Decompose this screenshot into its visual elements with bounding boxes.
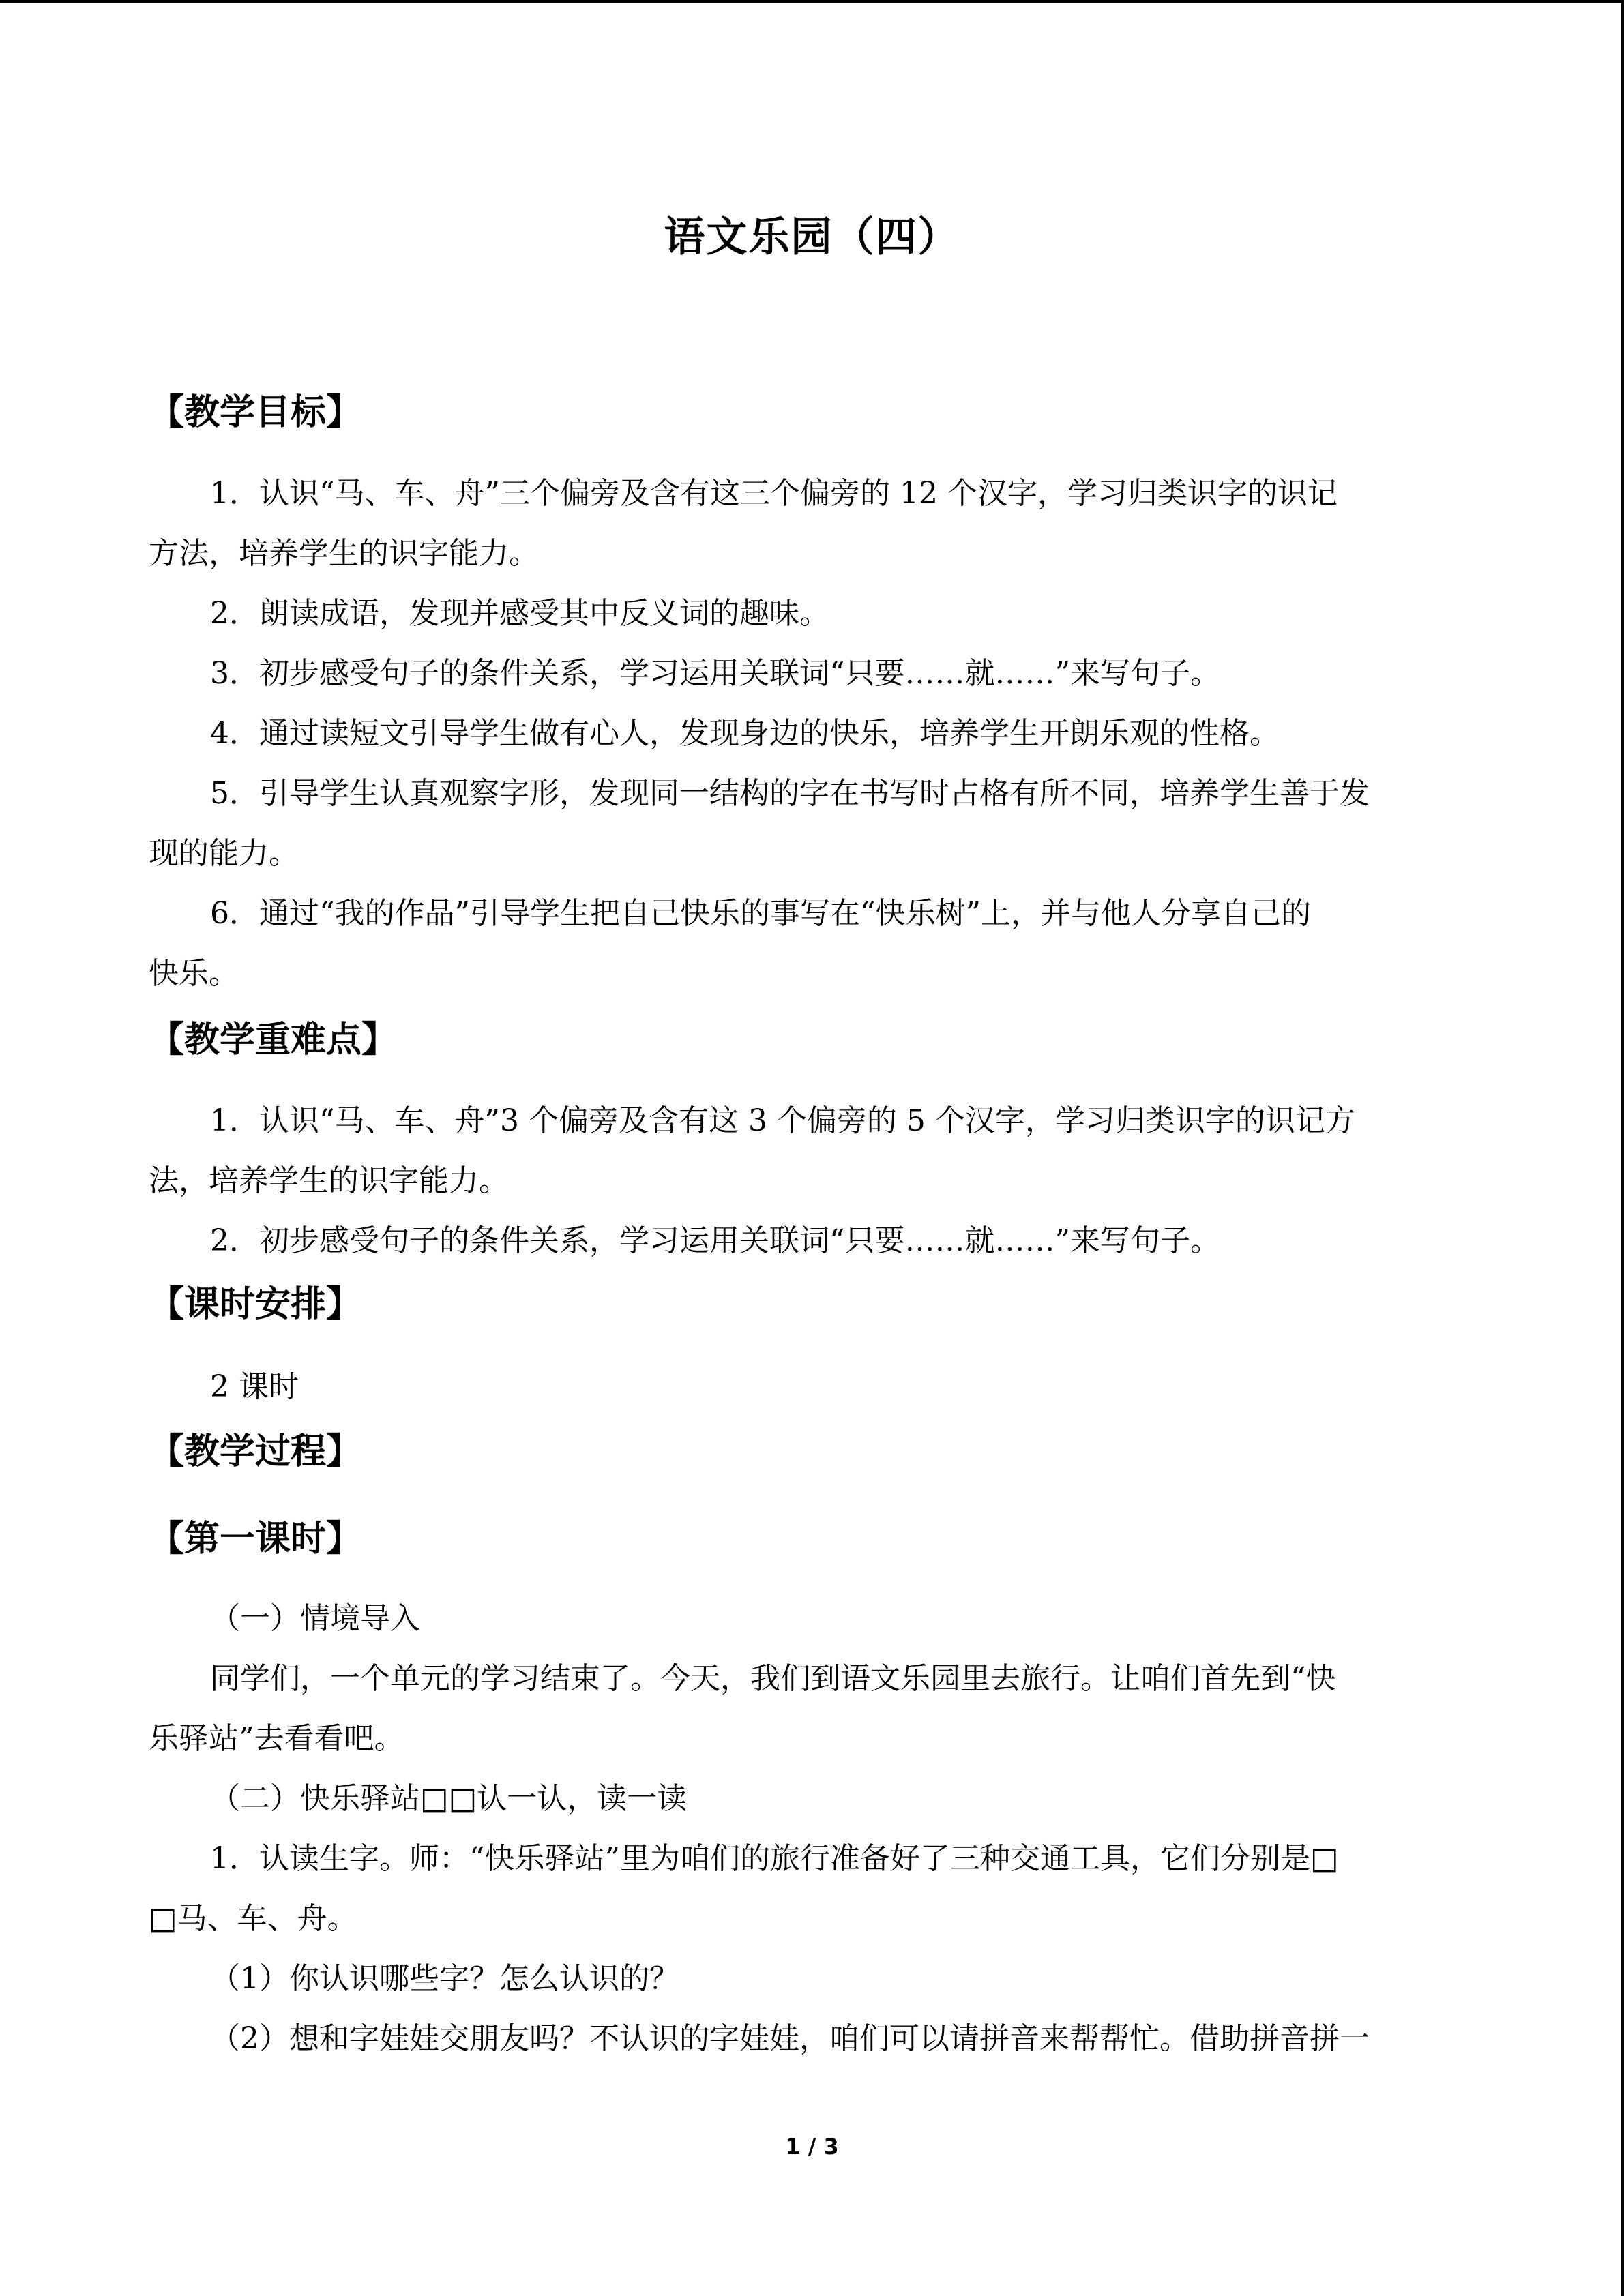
lesson-paragraph-2 bbox=[149, 1649, 1475, 1769]
heading-key-points: 【教学重难点】 bbox=[149, 1019, 398, 1060]
line: 6．通过“我的作品”引导学生把自己快乐的事写在“快乐树”上，并与他人分享自己的 bbox=[210, 896, 1311, 931]
heading-first-lesson: 【第一课时】 bbox=[149, 1519, 362, 1560]
line: 4．通过读短文引导学生做有心人，发现身边的快乐，培养学生开朗乐观的性格。 bbox=[210, 716, 1280, 751]
objective-item-2 bbox=[149, 584, 1475, 644]
objective-item-3 bbox=[149, 644, 1475, 704]
objective-item-5 bbox=[149, 764, 1475, 884]
page-top-border bbox=[0, 0, 1624, 3]
line: 1．认读生字。师：“快乐驿站”里为咱们的旅行准备好了三种交通工具，它们分别是□ bbox=[210, 1841, 1339, 1876]
line: （2）想和字娃娃交朋友吗？不认识的字娃娃，咱们可以请拼音来帮帮忙。借助拼音拼一 bbox=[210, 2021, 1370, 2056]
line: 2 课时 bbox=[210, 1369, 299, 1404]
line: 1．认识“马、车、舟”三个偏旁及含有这三个偏旁的 12 个汉字，学习归类识字的识记 bbox=[210, 476, 1338, 511]
line: 现的能力。 bbox=[149, 836, 299, 871]
page-right-border bbox=[1621, 0, 1624, 2296]
lesson-paragraph-3 bbox=[149, 1769, 1475, 1829]
objective-item-6 bbox=[149, 884, 1475, 1004]
line: 5．引导学生认真观察字形，发现同一结构的字在书写时占格有所不同，培养学生善于发 bbox=[210, 776, 1370, 811]
line: □马、车、舟。 bbox=[149, 1901, 357, 1936]
line: 2．朗读成语，发现并感受其中反义词的趣味。 bbox=[210, 596, 829, 631]
lesson-paragraph-6 bbox=[149, 2009, 1475, 2069]
line: 2．初步感受句子的条件关系，学习运用关联词“只要……就……”来写句子。 bbox=[210, 1223, 1220, 1258]
document-title: 语文乐园（四） bbox=[664, 213, 960, 261]
objective-item-1 bbox=[149, 464, 1475, 584]
lesson-paragraph-5 bbox=[149, 1949, 1475, 2009]
line: 乐驿站”去看看吧。 bbox=[149, 1721, 404, 1756]
key-point-item-2 bbox=[149, 1211, 1475, 1271]
line: 快乐。 bbox=[149, 956, 239, 991]
line: 方法，培养学生的识字能力。 bbox=[149, 536, 539, 571]
line: （二）快乐驿站□□认一认，读一读 bbox=[210, 1781, 688, 1816]
heading-process: 【教学过程】 bbox=[149, 1431, 362, 1472]
page-number: 1 / 3 bbox=[785, 2134, 839, 2160]
lesson-paragraph-4 bbox=[149, 1829, 1475, 1949]
objective-item-4 bbox=[149, 704, 1475, 764]
lesson-paragraph-1 bbox=[149, 1589, 1475, 1649]
line: （1）你认识哪些字？怎么认识的？ bbox=[210, 1961, 679, 1996]
line: （一）情境导入 bbox=[210, 1601, 420, 1636]
line: 1．认识“马、车、舟”3 个偏旁及含有这 3 个偏旁的 5 个汉字，学习归类识字的识记方 bbox=[210, 1103, 1355, 1138]
schedule-text bbox=[149, 1357, 1475, 1417]
line: 同学们，一个单元的学习结束了。今天，我们到语文乐园里去旅行。让咱们首先到“快 bbox=[210, 1661, 1336, 1696]
heading-schedule: 【课时安排】 bbox=[149, 1284, 362, 1325]
heading-objectives: 【教学目标】 bbox=[149, 392, 362, 433]
key-point-item-1 bbox=[149, 1091, 1475, 1211]
line: 3．初步感受句子的条件关系，学习运用关联词“只要……就……”来写句子。 bbox=[210, 656, 1220, 691]
line: 法，培养学生的识字能力。 bbox=[149, 1163, 509, 1198]
